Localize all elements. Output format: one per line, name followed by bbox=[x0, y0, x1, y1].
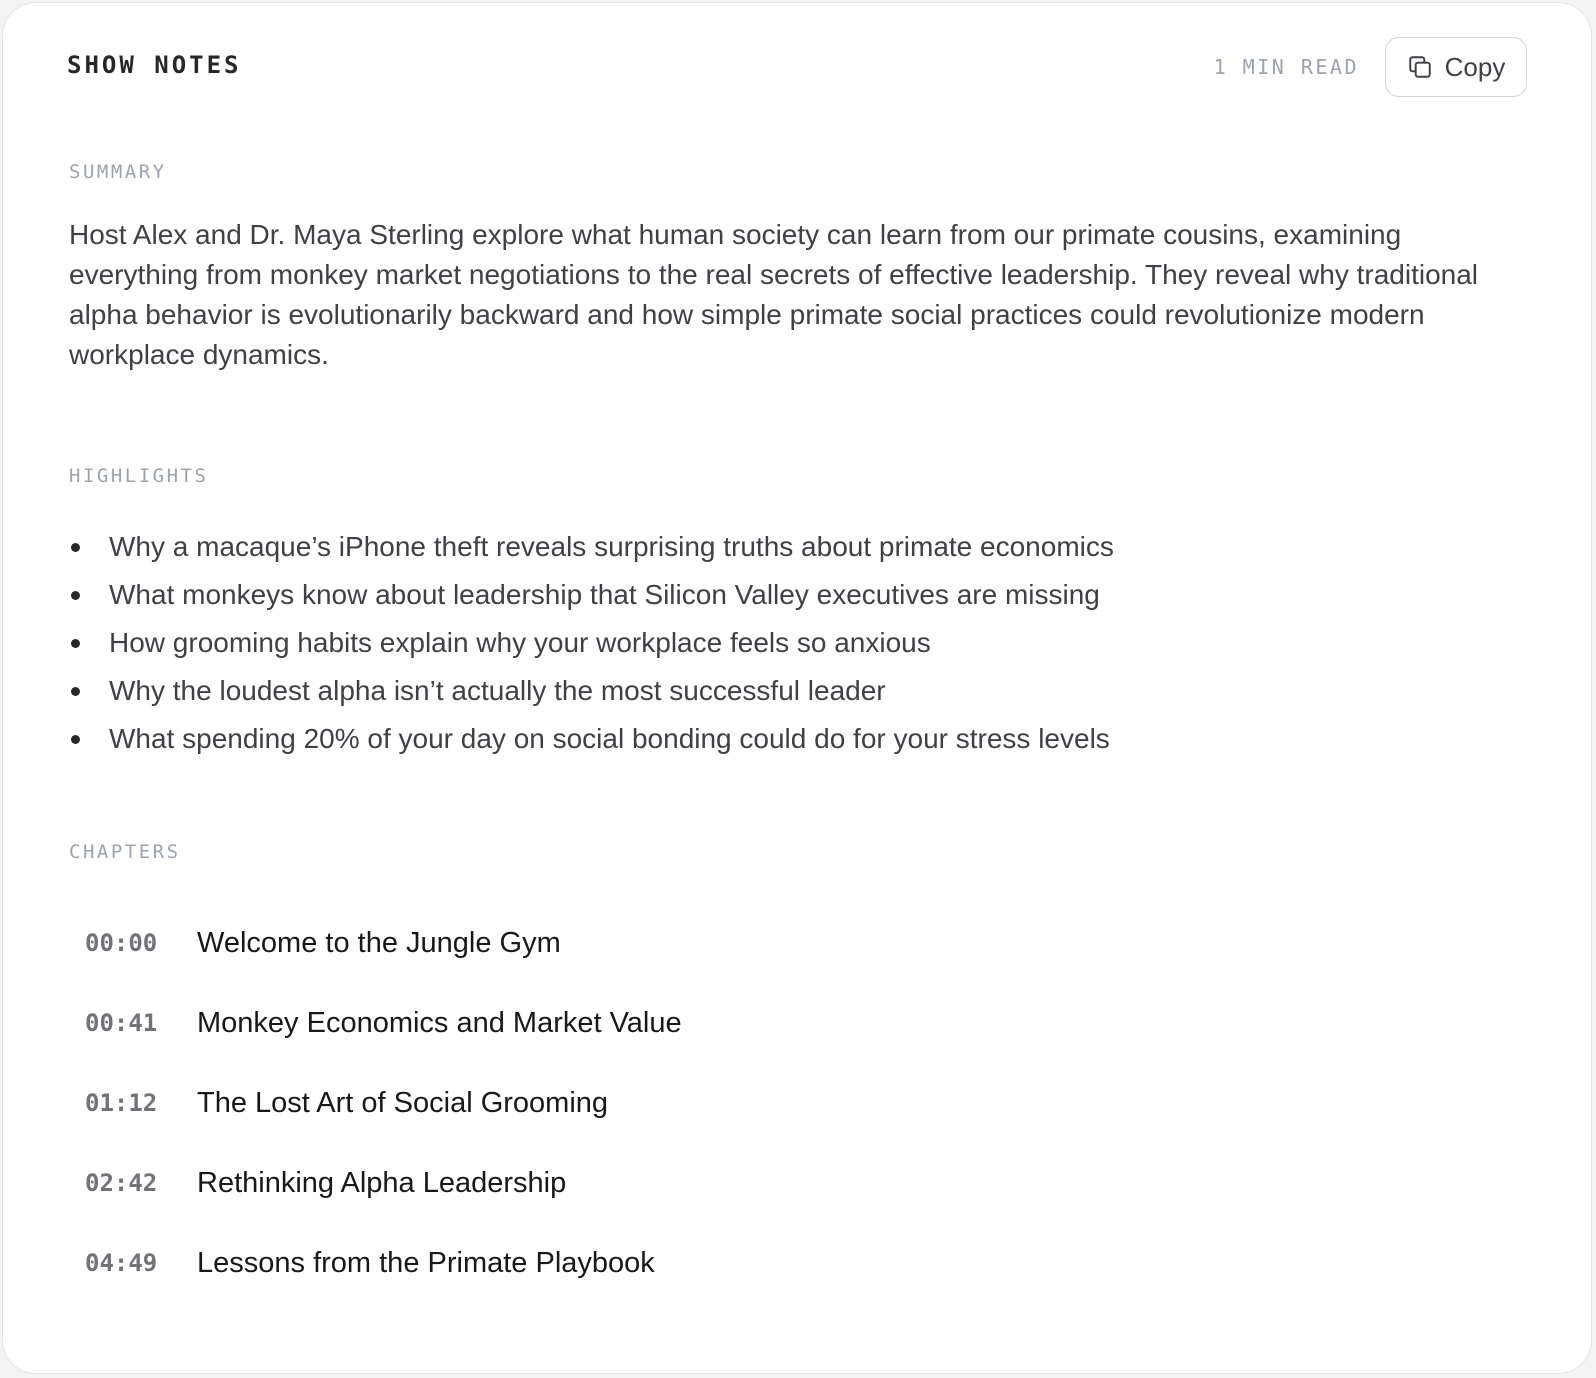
chapter-item[interactable] bbox=[85, 1063, 1485, 1143]
chapter-item[interactable] bbox=[85, 983, 1485, 1063]
chapter-item[interactable] bbox=[85, 903, 1485, 983]
highlight-item: What spending 20% of your day on social bonding could do for your stress levels bbox=[69, 715, 1509, 763]
chapter-title[interactable]: Rethinking Alpha Leadership bbox=[197, 1166, 567, 1199]
highlights-list bbox=[69, 523, 1509, 763]
summary-label: SUMMARY bbox=[69, 161, 167, 183]
chapter-timestamp[interactable]: 02:42 bbox=[85, 1169, 158, 1197]
highlight-item: Why the loudest alpha isn’t actually the most successful leader bbox=[69, 667, 1509, 715]
highlight-item: Why a macaque’s iPhone theft reveals surprising truths about primate economics bbox=[69, 523, 1509, 571]
chapter-timestamp[interactable]: 04:49 bbox=[85, 1249, 158, 1277]
read-time-label: 1 MIN READ bbox=[1213, 55, 1359, 79]
copy-button[interactable] bbox=[1385, 37, 1527, 97]
show-notes-header bbox=[67, 37, 1527, 97]
chapters-list bbox=[85, 903, 1485, 1303]
chapter-title[interactable]: Lessons from the Primate Playbook bbox=[197, 1246, 655, 1279]
chapter-title[interactable]: Monkey Economics and Market Value bbox=[197, 1006, 682, 1039]
chapter-title[interactable]: Welcome to the Jungle Gym bbox=[197, 926, 561, 959]
highlights-label: HIGHLIGHTS bbox=[69, 465, 209, 487]
chapter-item[interactable] bbox=[85, 1143, 1485, 1223]
show-notes-title: SHOW NOTES bbox=[67, 51, 242, 79]
summary-text: Host Alex and Dr. Maya Sterling explore what human society can learn from our primate cousins, examining everything from monkey market negotiations to the real secrets of effective leadership. They reveal why traditional alpha behavior is evolutionarily backward and how simple primate social practices could revolutionize modern workplace dynamics. bbox=[69, 219, 1479, 370]
chapters-label: CHAPTERS bbox=[69, 841, 181, 863]
copy-icon bbox=[1407, 54, 1433, 80]
show-notes-card bbox=[2, 2, 1592, 1374]
copy-button-label: Copy bbox=[1444, 51, 1506, 82]
chapter-timestamp[interactable]: 01:12 bbox=[85, 1089, 158, 1117]
chapter-item[interactable] bbox=[85, 1223, 1485, 1303]
chapter-timestamp[interactable]: 00:00 bbox=[85, 929, 158, 957]
highlight-item: How grooming habits explain why your workplace feels so anxious bbox=[69, 619, 1509, 667]
chapter-title[interactable]: The Lost Art of Social Grooming bbox=[197, 1086, 609, 1119]
chapter-timestamp[interactable]: 00:41 bbox=[85, 1009, 158, 1037]
highlight-item: What monkeys know about leadership that Silicon Valley executives are missing bbox=[69, 571, 1509, 619]
